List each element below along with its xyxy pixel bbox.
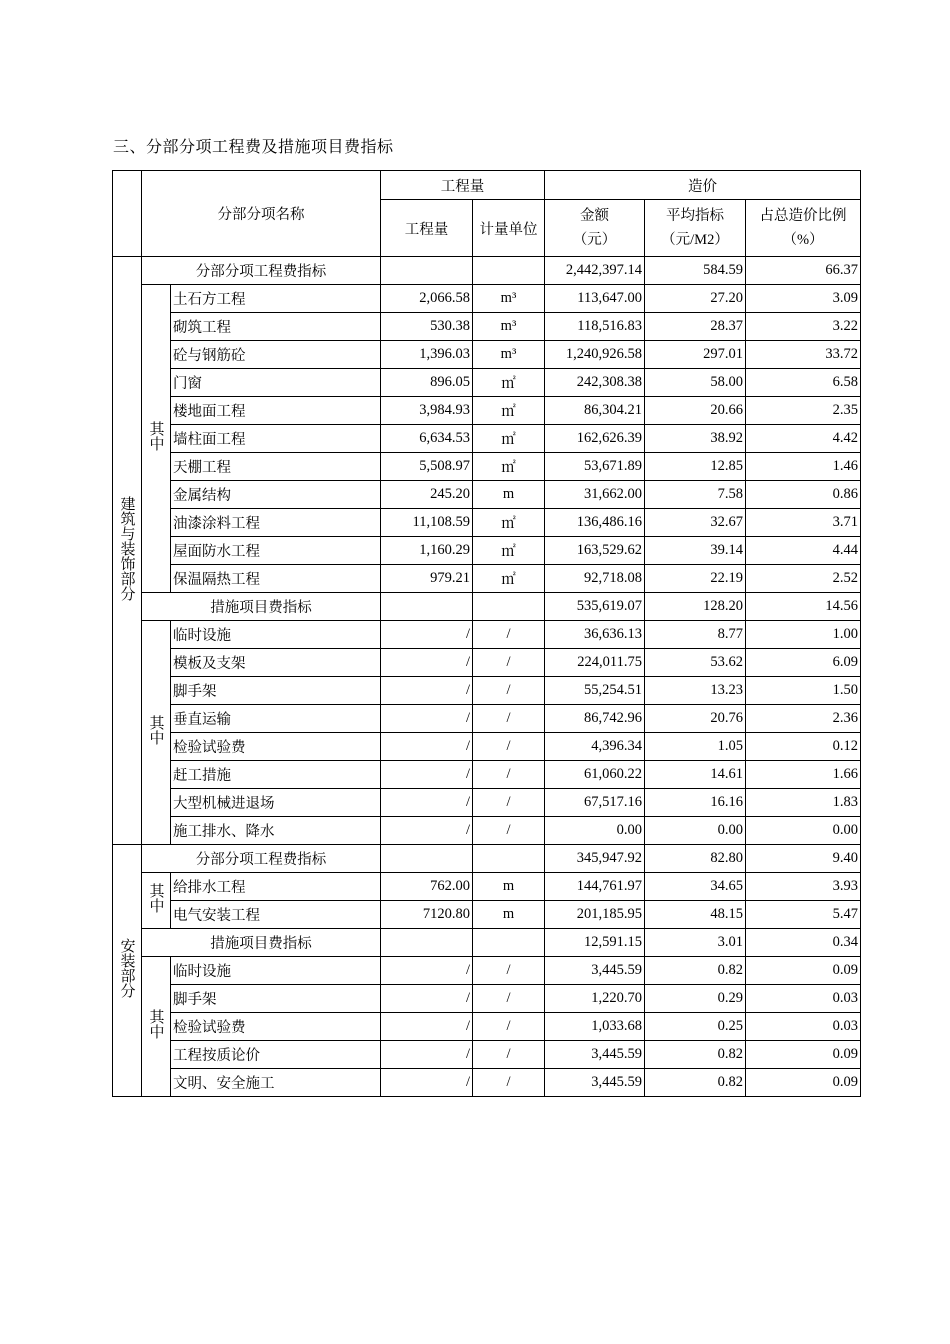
item-unit: m³ bbox=[473, 341, 545, 369]
table-row bbox=[113, 537, 861, 565]
item-unit: m bbox=[473, 873, 545, 901]
summary-quantity bbox=[381, 593, 473, 621]
item-amount: 86,304.21 bbox=[545, 397, 645, 425]
item-unit: m³ bbox=[473, 313, 545, 341]
item-amount: 144,761.97 bbox=[545, 873, 645, 901]
item-amount: 3,445.59 bbox=[545, 1069, 645, 1097]
item-pct: 0.09 bbox=[746, 1041, 861, 1069]
table-row bbox=[113, 1013, 861, 1041]
item-pct: 0.12 bbox=[746, 733, 861, 761]
item-name: 脚手架 bbox=[171, 677, 381, 705]
item-name: 电气安装工程 bbox=[171, 901, 381, 929]
item-pct: 2.36 bbox=[746, 705, 861, 733]
table-row bbox=[113, 397, 861, 425]
header-amount bbox=[545, 200, 645, 257]
summary-avg: 3.01 bbox=[645, 929, 746, 957]
item-unit: / bbox=[473, 1013, 545, 1041]
item-unit: ㎡ bbox=[473, 453, 545, 481]
table-row bbox=[113, 453, 861, 481]
item-amount: 55,254.51 bbox=[545, 677, 645, 705]
table-row bbox=[113, 985, 861, 1013]
summary-unit bbox=[473, 593, 545, 621]
item-avg: 14.61 bbox=[645, 761, 746, 789]
item-pct: 1.00 bbox=[746, 621, 861, 649]
item-unit: / bbox=[473, 817, 545, 845]
item-unit: / bbox=[473, 705, 545, 733]
summary-name: 措施项目费指标 bbox=[142, 929, 381, 957]
item-avg: 28.37 bbox=[645, 313, 746, 341]
item-name: 工程按质论价 bbox=[171, 1041, 381, 1069]
item-pct: 4.44 bbox=[746, 537, 861, 565]
item-unit: ㎡ bbox=[473, 537, 545, 565]
item-pct: 1.46 bbox=[746, 453, 861, 481]
among-cell bbox=[142, 957, 171, 1097]
item-name: 墙柱面工程 bbox=[171, 425, 381, 453]
summary-name: 分部分项工程费指标 bbox=[142, 257, 381, 285]
item-unit: ㎡ bbox=[473, 369, 545, 397]
summary-amount: 2,442,397.14 bbox=[545, 257, 645, 285]
item-amount: 242,308.38 bbox=[545, 369, 645, 397]
item-avg: 0.29 bbox=[645, 985, 746, 1013]
item-unit: / bbox=[473, 789, 545, 817]
item-amount: 1,220.70 bbox=[545, 985, 645, 1013]
item-avg: 0.00 bbox=[645, 817, 746, 845]
item-quantity: / bbox=[381, 705, 473, 733]
summary-row-measures bbox=[113, 593, 861, 621]
summary-row-measures bbox=[113, 929, 861, 957]
item-name: 检验试验费 bbox=[171, 733, 381, 761]
item-avg: 20.76 bbox=[645, 705, 746, 733]
item-avg: 12.85 bbox=[645, 453, 746, 481]
among-label: 其中 bbox=[147, 883, 164, 913]
item-avg: 0.82 bbox=[645, 1041, 746, 1069]
item-amount: 86,742.96 bbox=[545, 705, 645, 733]
item-name: 土石方工程 bbox=[171, 285, 381, 313]
table-row bbox=[113, 649, 861, 677]
summary-pct: 14.56 bbox=[746, 593, 861, 621]
summary-quantity bbox=[381, 845, 473, 873]
item-quantity: / bbox=[381, 789, 473, 817]
item-unit: / bbox=[473, 1069, 545, 1097]
item-pct: 33.72 bbox=[746, 341, 861, 369]
item-quantity: 5,508.97 bbox=[381, 453, 473, 481]
item-avg: 297.01 bbox=[645, 341, 746, 369]
summary-quantity bbox=[381, 929, 473, 957]
among-label: 其中 bbox=[147, 421, 164, 451]
summary-row-subitems bbox=[113, 845, 861, 873]
table-row bbox=[113, 425, 861, 453]
item-name: 砌筑工程 bbox=[171, 313, 381, 341]
item-unit: m³ bbox=[473, 285, 545, 313]
item-name: 垂直运输 bbox=[171, 705, 381, 733]
among-cell bbox=[142, 873, 171, 929]
item-name: 金属结构 bbox=[171, 481, 381, 509]
item-unit: / bbox=[473, 985, 545, 1013]
item-avg: 13.23 bbox=[645, 677, 746, 705]
table-row bbox=[113, 313, 861, 341]
item-amount: 92,718.08 bbox=[545, 565, 645, 593]
item-quantity: / bbox=[381, 1041, 473, 1069]
item-pct: 2.52 bbox=[746, 565, 861, 593]
item-name: 砼与钢筋砼 bbox=[171, 341, 381, 369]
item-unit: / bbox=[473, 1041, 545, 1069]
table-row bbox=[113, 817, 861, 845]
item-quantity: 1,160.29 bbox=[381, 537, 473, 565]
table-row bbox=[113, 341, 861, 369]
item-amount: 67,517.16 bbox=[545, 789, 645, 817]
item-name: 屋面防水工程 bbox=[171, 537, 381, 565]
item-pct: 0.09 bbox=[746, 1069, 861, 1097]
header-quantity: 工程量 bbox=[381, 200, 473, 257]
item-amount: 61,060.22 bbox=[545, 761, 645, 789]
item-unit: / bbox=[473, 677, 545, 705]
summary-name: 措施项目费指标 bbox=[142, 593, 381, 621]
summary-name: 分部分项工程费指标 bbox=[142, 845, 381, 873]
item-quantity: / bbox=[381, 649, 473, 677]
item-pct: 0.03 bbox=[746, 985, 861, 1013]
table-row bbox=[113, 565, 861, 593]
summary-unit bbox=[473, 257, 545, 285]
item-avg: 1.05 bbox=[645, 733, 746, 761]
table-row bbox=[113, 761, 861, 789]
cost-index-table bbox=[112, 170, 861, 1097]
summary-unit bbox=[473, 845, 545, 873]
item-name: 油漆涂料工程 bbox=[171, 509, 381, 537]
header-amount-line1: 金额 bbox=[580, 208, 609, 224]
summary-amount: 535,619.07 bbox=[545, 593, 645, 621]
item-name: 给排水工程 bbox=[171, 873, 381, 901]
item-avg: 48.15 bbox=[645, 901, 746, 929]
item-avg: 0.82 bbox=[645, 957, 746, 985]
item-unit: ㎡ bbox=[473, 509, 545, 537]
item-quantity: / bbox=[381, 957, 473, 985]
item-pct: 0.00 bbox=[746, 817, 861, 845]
table-row bbox=[113, 873, 861, 901]
among-cell bbox=[142, 285, 171, 593]
item-unit: / bbox=[473, 957, 545, 985]
item-amount: 162,626.39 bbox=[545, 425, 645, 453]
item-quantity: 245.20 bbox=[381, 481, 473, 509]
item-pct: 3.93 bbox=[746, 873, 861, 901]
item-amount: 163,529.62 bbox=[545, 537, 645, 565]
header-amount-line2: （元） bbox=[572, 232, 617, 248]
table-row bbox=[113, 957, 861, 985]
table-row bbox=[113, 1041, 861, 1069]
summary-unit bbox=[473, 929, 545, 957]
item-pct: 5.47 bbox=[746, 901, 861, 929]
item-avg: 34.65 bbox=[645, 873, 746, 901]
item-avg: 7.58 bbox=[645, 481, 746, 509]
item-pct: 2.35 bbox=[746, 397, 861, 425]
item-avg: 20.66 bbox=[645, 397, 746, 425]
header-name: 分部分项名称 bbox=[142, 171, 381, 257]
item-avg: 58.00 bbox=[645, 369, 746, 397]
table-row bbox=[113, 369, 861, 397]
table-row bbox=[113, 789, 861, 817]
item-amount: 3,445.59 bbox=[545, 957, 645, 985]
item-pct: 3.71 bbox=[746, 509, 861, 537]
item-name: 文明、安全施工 bbox=[171, 1069, 381, 1097]
item-quantity: 979.21 bbox=[381, 565, 473, 593]
item-avg: 16.16 bbox=[645, 789, 746, 817]
item-amount: 36,636.13 bbox=[545, 621, 645, 649]
item-amount: 224,011.75 bbox=[545, 649, 645, 677]
summary-pct: 9.40 bbox=[746, 845, 861, 873]
summary-quantity bbox=[381, 257, 473, 285]
header-avg-line2: （元/M2） bbox=[661, 232, 729, 248]
item-pct: 3.09 bbox=[746, 285, 861, 313]
header-pct bbox=[746, 200, 861, 257]
item-amount: 53,671.89 bbox=[545, 453, 645, 481]
item-unit: m bbox=[473, 901, 545, 929]
item-name: 大型机械进退场 bbox=[171, 789, 381, 817]
item-avg: 0.82 bbox=[645, 1069, 746, 1097]
header-cost-group: 造价 bbox=[545, 171, 861, 200]
item-pct: 4.42 bbox=[746, 425, 861, 453]
item-quantity: / bbox=[381, 817, 473, 845]
item-amount: 1,240,926.58 bbox=[545, 341, 645, 369]
item-amount: 31,662.00 bbox=[545, 481, 645, 509]
item-amount: 0.00 bbox=[545, 817, 645, 845]
item-name: 施工排水、降水 bbox=[171, 817, 381, 845]
page-heading: 三、分部分项工程费及措施项目费指标 bbox=[113, 139, 394, 156]
item-quantity: / bbox=[381, 677, 473, 705]
item-avg: 22.19 bbox=[645, 565, 746, 593]
item-amount: 118,516.83 bbox=[545, 313, 645, 341]
summary-amount: 345,947.92 bbox=[545, 845, 645, 873]
summary-avg: 128.20 bbox=[645, 593, 746, 621]
item-avg: 38.92 bbox=[645, 425, 746, 453]
item-amount: 113,647.00 bbox=[545, 285, 645, 313]
item-quantity: 762.00 bbox=[381, 873, 473, 901]
header-unit: 计量单位 bbox=[473, 200, 545, 257]
item-quantity: / bbox=[381, 1069, 473, 1097]
summary-avg: 82.80 bbox=[645, 845, 746, 873]
item-quantity: 896.05 bbox=[381, 369, 473, 397]
item-pct: 0.86 bbox=[746, 481, 861, 509]
header-corner-cell bbox=[113, 171, 142, 257]
table-row bbox=[113, 733, 861, 761]
item-name: 楼地面工程 bbox=[171, 397, 381, 425]
table-row bbox=[113, 1069, 861, 1097]
table-row bbox=[113, 677, 861, 705]
item-quantity: 7120.80 bbox=[381, 901, 473, 929]
item-quantity: 6,634.53 bbox=[381, 425, 473, 453]
item-name: 赶工措施 bbox=[171, 761, 381, 789]
among-cell bbox=[142, 621, 171, 845]
section-label-building-cell bbox=[113, 257, 142, 845]
item-amount: 201,185.95 bbox=[545, 901, 645, 929]
item-quantity: 1,396.03 bbox=[381, 341, 473, 369]
item-name: 门窗 bbox=[171, 369, 381, 397]
item-quantity: 11,108.59 bbox=[381, 509, 473, 537]
item-unit: ㎡ bbox=[473, 397, 545, 425]
item-avg: 39.14 bbox=[645, 537, 746, 565]
summary-avg: 584.59 bbox=[645, 257, 746, 285]
item-unit: / bbox=[473, 621, 545, 649]
item-avg: 0.25 bbox=[645, 1013, 746, 1041]
item-name: 模板及支架 bbox=[171, 649, 381, 677]
table-row bbox=[113, 481, 861, 509]
item-unit: / bbox=[473, 649, 545, 677]
item-quantity: 2,066.58 bbox=[381, 285, 473, 313]
section-label-install: 安装部分 bbox=[118, 938, 135, 998]
item-name: 保温隔热工程 bbox=[171, 565, 381, 593]
item-quantity: / bbox=[381, 985, 473, 1013]
item-quantity: / bbox=[381, 733, 473, 761]
section-label-install-cell bbox=[113, 845, 142, 1097]
item-amount: 4,396.34 bbox=[545, 733, 645, 761]
header-pct-line1: 占总造价比例 bbox=[759, 208, 847, 224]
item-pct: 6.58 bbox=[746, 369, 861, 397]
item-avg: 27.20 bbox=[645, 285, 746, 313]
item-avg: 8.77 bbox=[645, 621, 746, 649]
summary-row-subitems bbox=[113, 257, 861, 285]
item-quantity: 3,984.93 bbox=[381, 397, 473, 425]
item-avg: 32.67 bbox=[645, 509, 746, 537]
header-quantity-group: 工程量 bbox=[381, 171, 545, 200]
item-name: 脚手架 bbox=[171, 985, 381, 1013]
item-pct: 6.09 bbox=[746, 649, 861, 677]
item-quantity: / bbox=[381, 621, 473, 649]
header-avg bbox=[645, 200, 746, 257]
item-pct: 1.50 bbox=[746, 677, 861, 705]
item-quantity: / bbox=[381, 1013, 473, 1041]
item-quantity: / bbox=[381, 761, 473, 789]
item-name: 临时设施 bbox=[171, 957, 381, 985]
item-unit: / bbox=[473, 761, 545, 789]
item-pct: 1.83 bbox=[746, 789, 861, 817]
item-unit: / bbox=[473, 733, 545, 761]
table-row bbox=[113, 509, 861, 537]
item-name: 检验试验费 bbox=[171, 1013, 381, 1041]
item-pct: 0.09 bbox=[746, 957, 861, 985]
item-pct: 3.22 bbox=[746, 313, 861, 341]
table-row bbox=[113, 621, 861, 649]
header-row-1 bbox=[113, 171, 861, 200]
item-unit: m bbox=[473, 481, 545, 509]
among-label: 其中 bbox=[147, 715, 164, 745]
table-row bbox=[113, 705, 861, 733]
among-label: 其中 bbox=[147, 1009, 164, 1039]
item-avg: 53.62 bbox=[645, 649, 746, 677]
summary-pct: 0.34 bbox=[746, 929, 861, 957]
summary-pct: 66.37 bbox=[746, 257, 861, 285]
header-avg-line1: 平均指标 bbox=[666, 208, 724, 224]
item-amount: 3,445.59 bbox=[545, 1041, 645, 1069]
item-unit: ㎡ bbox=[473, 565, 545, 593]
item-name: 天棚工程 bbox=[171, 453, 381, 481]
header-pct-line2: （%） bbox=[782, 232, 824, 248]
item-unit: ㎡ bbox=[473, 425, 545, 453]
table-row bbox=[113, 285, 861, 313]
item-quantity: 530.38 bbox=[381, 313, 473, 341]
table-row bbox=[113, 901, 861, 929]
item-pct: 1.66 bbox=[746, 761, 861, 789]
item-name: 临时设施 bbox=[171, 621, 381, 649]
section-label-building: 建筑与装饰部分 bbox=[118, 495, 135, 601]
item-amount: 136,486.16 bbox=[545, 509, 645, 537]
summary-amount: 12,591.15 bbox=[545, 929, 645, 957]
item-amount: 1,033.68 bbox=[545, 1013, 645, 1041]
item-pct: 0.03 bbox=[746, 1013, 861, 1041]
